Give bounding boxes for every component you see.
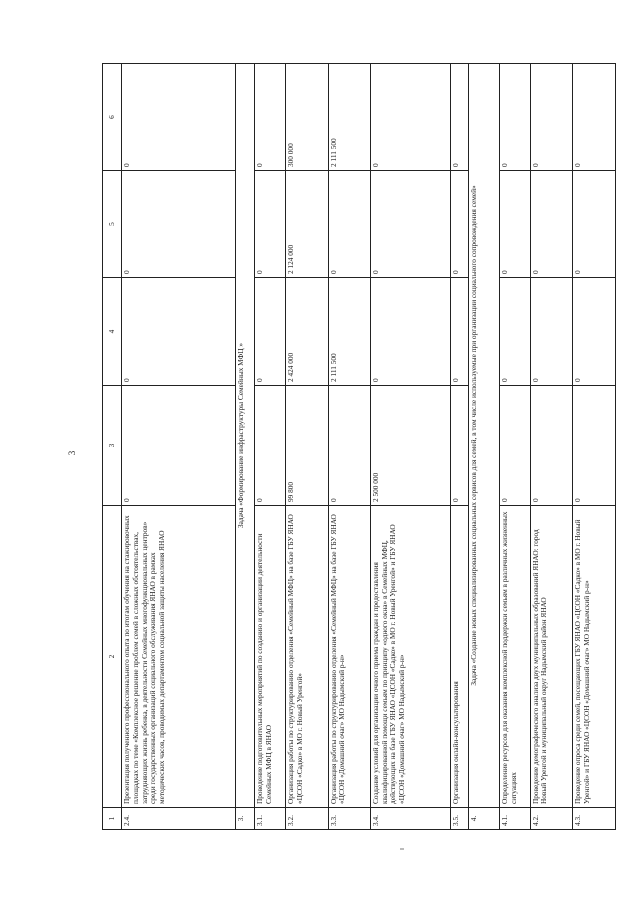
page-number: 3	[67, 450, 77, 456]
table-row	[328, 64, 371, 830]
row-number: 2.4.	[122, 808, 235, 830]
value-cell: 0	[122, 171, 235, 278]
table-row	[371, 64, 451, 830]
header-cell: 5	[103, 171, 122, 278]
value-cell: 0	[499, 386, 530, 506]
row-text: Презентация полученного профессионального опыта по итогам обучения на стажировочных площадках по теме «Комплексное решение проблем семей в сложных обстоятельствах, затрудняющих жизнь ребенка, в деятельности Семейных многофункциональных центров» среди государственных организаций социального обслуживания ЯНАО в рамках методических часов, проводимых департаментом социальной защиты населения ЯНАО	[122, 506, 235, 808]
rotated-table-container	[102, 64, 616, 830]
value-cell: 0	[573, 386, 616, 506]
budget-table	[102, 63, 616, 830]
value-cell: 2 500 000	[371, 386, 451, 506]
value-cell: 0	[122, 386, 235, 506]
row-text: Создание условий для организации очного приема граждан и предоставления квалифицированной помощи семьям по принципу «одного окна» в Семейных МФЦ, действующих на базе ГБУ ЯНАО «ЦСОН «Садко» в МО г. Новый Уренгой» и ГБУ ЯНАО «ЦСОН «Домашний очаг» МО Надымский р-н»	[371, 506, 451, 808]
row-number: 4.3.	[573, 808, 616, 830]
value-cell: 2 424 000	[286, 278, 329, 386]
header-row	[103, 64, 122, 830]
table-row	[255, 64, 286, 830]
row-text: Организация работы по структурированию отделения «Семейный МФЦ» на базе ГБУ ЯНАО «ЦСОН «Садко» в МО г. Новый Уренгой»	[286, 506, 329, 808]
value-cell: 0	[450, 171, 468, 278]
header-cell: 6	[103, 64, 122, 171]
row-number: 4.2.	[530, 808, 573, 830]
value-cell: 0	[122, 278, 235, 386]
value-cell: 0	[255, 171, 286, 278]
row-text: Проведение опроса среди семей, посещающих ГБУ ЯНАО «ЦСОН «Садко» в МО г. Новый Уренгой» и ГБУ ЯНАО «ЦСОН «Домашний очаг» МО Надымский р-н»	[573, 506, 616, 808]
row-number: 4.1.	[499, 808, 530, 830]
row-number: 3.3.	[328, 808, 371, 830]
header-cell: 1	[103, 808, 122, 830]
value-cell: 0	[328, 386, 371, 506]
table-row	[450, 64, 468, 830]
row-number: 3.4.	[371, 808, 451, 830]
row-text: Определение ресурсов для оказания комплексной поддержки семьям в различных жизненных ситуациях	[499, 506, 530, 808]
value-cell: 0	[573, 278, 616, 386]
task-row	[235, 64, 254, 830]
table-row	[122, 64, 235, 830]
value-cell: 2 124 000	[286, 171, 329, 278]
header-cell: 2	[103, 506, 122, 808]
header-cell: 3	[103, 386, 122, 506]
value-cell: 0	[499, 278, 530, 386]
row-text: Проведение подготовительных мероприятий по созданию и организации деятельности Семейных МФЦ в ЯНАО	[255, 506, 286, 808]
value-cell: 2 111 500	[328, 278, 371, 386]
value-cell: 0	[371, 171, 451, 278]
value-cell: 0	[450, 278, 468, 386]
task-title: Задача «Создание новых специализированных социальных сервисов для семей, в том числе используемые при организации социального сопровождения семей»	[469, 64, 500, 808]
value-cell: 0	[530, 386, 573, 506]
value-cell: 0	[573, 64, 616, 171]
row-text: Проведение демографического анализа двух муниципальных образований ЯНАО: город Новый Уренгой и муниципальный округ Надымский район ЯНАО	[530, 506, 573, 808]
row-text: Организация работы по структурированию отделения «Семейный МФЦ» на базе ГБУ ЯНАО «ЦСОН «Домашний очаг» МО Надымский р-н»	[328, 506, 371, 808]
value-cell: 0	[450, 64, 468, 171]
value-cell: 0	[122, 64, 235, 171]
value-cell: 0	[255, 64, 286, 171]
scan-mark	[400, 848, 404, 850]
value-cell: 0	[255, 386, 286, 506]
task-row	[469, 64, 500, 830]
row-number: 3.	[235, 808, 254, 830]
table-row	[499, 64, 530, 830]
row-text: Организация онлайн-консультирования	[450, 506, 468, 808]
table-row	[530, 64, 573, 830]
value-cell: 0	[450, 386, 468, 506]
row-number: 3.5.	[450, 808, 468, 830]
task-title: Задача «Формирование инфраструктуры Семейных МФЦ »	[235, 64, 254, 808]
row-number: 3.1.	[255, 808, 286, 830]
value-cell: 0	[530, 171, 573, 278]
header-cell: 4	[103, 278, 122, 386]
value-cell: 0	[530, 278, 573, 386]
value-cell: 0	[573, 171, 616, 278]
table-row	[573, 64, 616, 830]
value-cell: 300 000	[286, 64, 329, 171]
value-cell: 0	[371, 64, 451, 171]
value-cell: 2 111 500	[328, 64, 371, 171]
value-cell: 99 800	[286, 386, 329, 506]
value-cell: 0	[499, 64, 530, 171]
value-cell: 0	[530, 64, 573, 171]
value-cell: 0	[499, 171, 530, 278]
value-cell: 0	[328, 171, 371, 278]
row-number: 3.2.	[286, 808, 329, 830]
value-cell: 0	[371, 278, 451, 386]
value-cell: 0	[255, 278, 286, 386]
row-number: 4.	[469, 808, 500, 830]
table-row	[286, 64, 329, 830]
